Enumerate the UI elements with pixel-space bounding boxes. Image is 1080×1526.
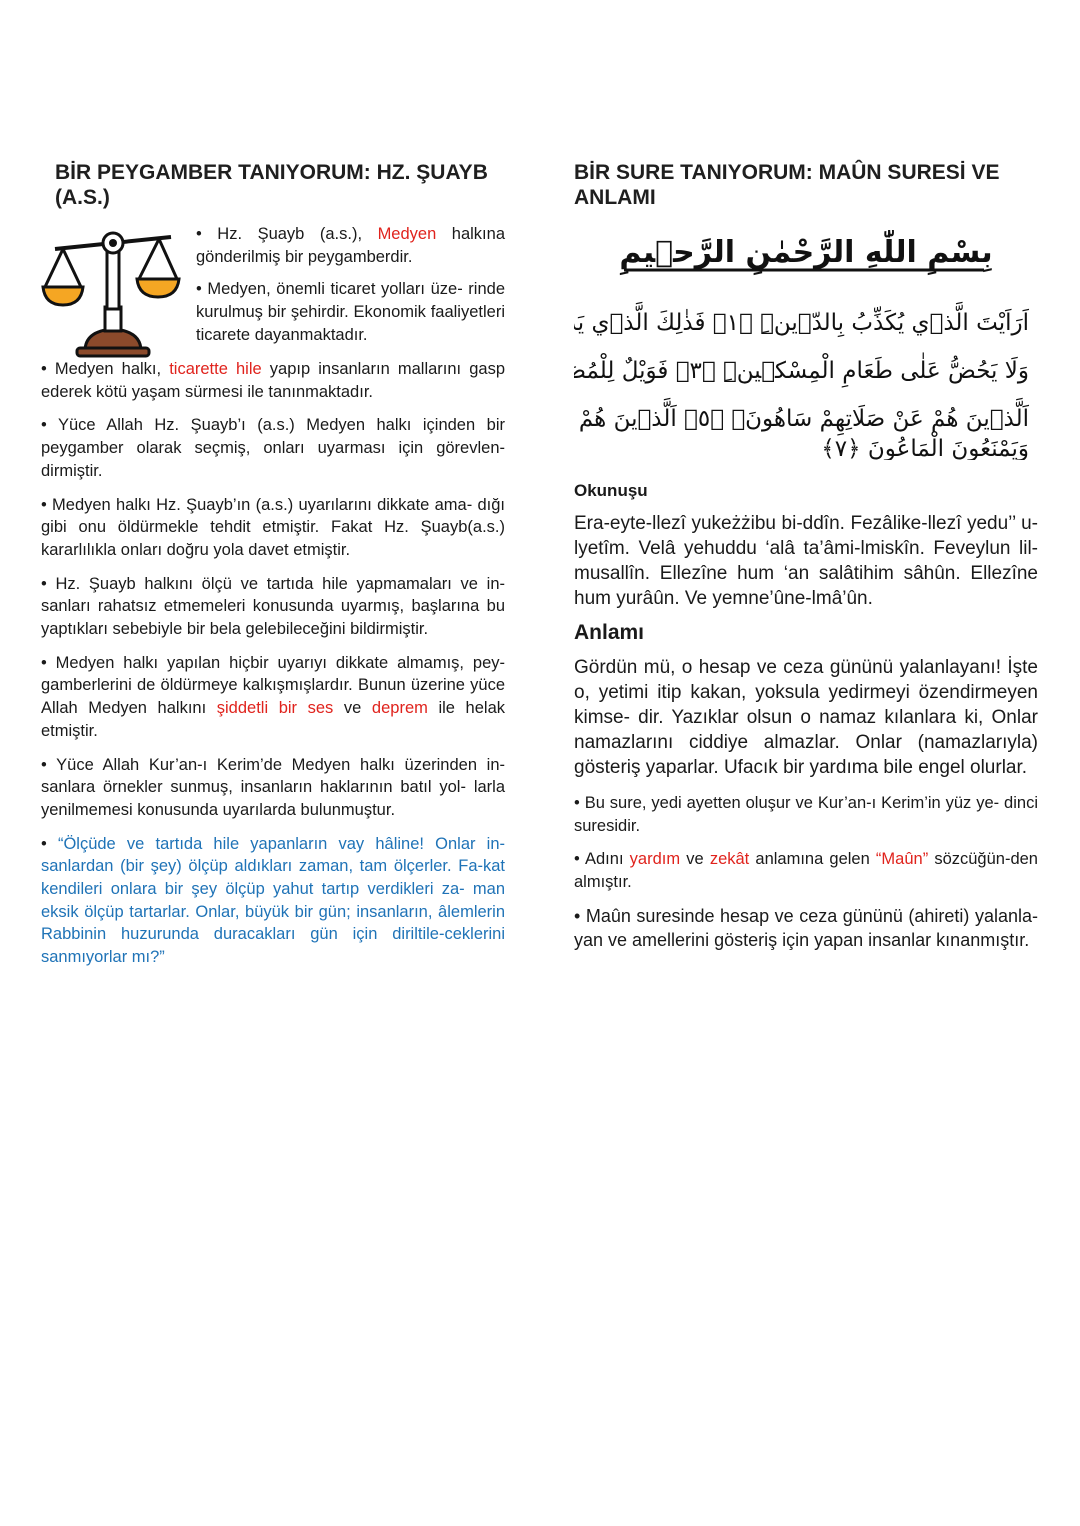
intro1-text-a: • Hz. Şuayb (a.s.),	[196, 225, 378, 243]
right-section-title: BİR SURE TANIYORUM: MAÛN SURESİ VE ANLAMI	[574, 161, 1000, 209]
anlami-heading: Anlamı	[574, 621, 645, 644]
b2-text-c: ve	[680, 850, 710, 868]
intro-paragraph-2: • Medyen, önemli ticaret yolları üze- rinde kurulmuş bir şehirdir. Ekonomik faaliyetleri ticarete dayanmaktadır.	[196, 280, 505, 344]
b2-text-e: anlamına gelen	[749, 850, 876, 868]
p5-highlight-deprem: deprem	[371, 699, 428, 718]
paragraph-1	[41, 358, 505, 403]
intro-block	[41, 223, 505, 358]
arabic-line-3: اَلَّذ۪ينَ هُمْ عَنْ صَلَاتِهِمْ سَاهُونَۙ ﴿٥﴾ اَلَّذ۪ينَ هُمْ	[578, 406, 1029, 432]
bullet-3: • Maûn suresinde hesap ve ceza gününü (ahireti) yalanla- yan ve amellerini gösteriş için yapan insanlar kınanmıştır.	[574, 906, 1038, 950]
bullet-2	[574, 848, 1038, 893]
p1-highlight: ticarette hile	[169, 360, 262, 378]
p1-text-c: yapıp insanların mallarını gasp ederek kötü yaşam sürmesi ile tanınmaktadır.	[41, 360, 506, 401]
b2-text-g: sözcüğün-den almıştır.	[574, 850, 1038, 891]
paragraph-4: • Hz. Şuayb halkını ölçü ve tartıda hile yapmamaları ve in- sanları rahatsız etmemeleri konusunda uyarmış, başlarına bu yaptıkları sebebiyle bir bela gelebileceğini bildirmiştir.	[41, 574, 505, 639]
b2-highlight-maun: “Maûn”	[875, 850, 929, 868]
arabic-line-1: اَرَاَيْتَ الَّذ۪ي يُكَذِّبُ بِالدّ۪ينِۜ ﴿١﴾ فَذٰلِكَ الَّذ۪ي يَ	[577, 310, 1029, 336]
paragraph-6: • Yüce Allah Kur’an-ı Kerim’de Medyen halkı üzerinden in- sanlara örnekler sunmuş, insanların haklarının batıl yol- larla yenilmemesi konusunda uyarılarda bulunmuştur.	[41, 755, 505, 819]
b2-highlight-yardim: yardım	[629, 850, 681, 868]
okunusu-text: Era-eyte-llezî yukeżżibu bi-ddîn. Fezâlike-llezî yedu’’ u-lyetîm. Velâ yehuddu ‘alâ ta’âmi-lmiskîn. Feveylun lil- musallîn. Ellezîne hum ‘an salâtihim sâhûn. Ellezîne hum yurâûn. Ve yemne’ûne-lmâ’ûn.	[574, 513, 1038, 609]
p5-highlight-ses: şiddetli bir ses	[216, 699, 334, 718]
intro1-highlight-medyen: Medyen	[377, 225, 437, 243]
arabic-basmala: بِسْمِ اللّٰهِ الرَّحْمٰنِ الرَّح۪يمِ	[619, 235, 993, 270]
paragraph-5	[41, 652, 505, 743]
okunusu-heading: Okunuşu	[574, 481, 648, 500]
p5-text-a: • Medyen halkı yapılan hiçbir uyarıyı dikkate almamış, pey- gamberlerini de öldürmeye kalkışmışlardır. Bunun üzerine yüce Allah Medyen halkını	[41, 653, 505, 718]
b2-text-a: • Adını	[574, 850, 630, 868]
quote-bullet: •	[41, 834, 58, 853]
intro1-text-c: halkına gönderilmiş bir peygamberdir.	[196, 225, 505, 266]
balance-scale-icon	[41, 223, 196, 358]
quote-text: “Ölçüde ve tartıda hile yapanların vay hâline! Onlar in- sanlardan (bir şey) ölçüp aldıkları zaman, tam ölçerler. Fa-kat kendileri onlara bir şey ölçüp yahut tartıp verdikleri za- man eksik ölçüp tartarlar. Onlar, büyük bir gün; insanların, âlemlerin Rabbinin huzurunda duracakları gün için diriltile-ceklerini sanmıyorlar mı?”	[41, 834, 505, 967]
quote-paragraph	[41, 833, 505, 969]
paragraph-3: • Medyen halkı Hz. Şuayb’ın (a.s.) uyarılarını dikkate ama- dığı gibi onu öldürmekle tehdit etmiştir. Fakat Hz. Şuayb(a.s.) kararlılıkla onları doğru yola davet etmiştir.	[41, 495, 505, 559]
left-section-title: BİR PEYGAMBER TANIYORUM: HZ. ŞUAYB (A.S.)	[55, 161, 488, 209]
p5-text-c: ve	[333, 699, 372, 718]
right-column	[574, 160, 1038, 963]
intro-paragraph-1	[196, 223, 505, 268]
arabic-line-4: وَيَمْنَعُونَ الْمَاعُونَ ﴿٧﴾	[821, 436, 1029, 460]
p1-text-a: • Medyen halkı,	[41, 360, 170, 378]
p5-text-e: ile helak etmiştir.	[41, 699, 505, 740]
left-column	[41, 160, 505, 980]
arabic-surah-text	[574, 230, 1038, 460]
arabic-line-2: وَلَا يَحُضُّ عَلٰى طَعَامِ الْمِسْك۪ينِۜ ﴿٣﴾ فَوَيْلٌ لِلْمُ	[586, 358, 1029, 384]
intro-text	[196, 223, 505, 358]
b2-highlight-zekat: zekât	[709, 850, 750, 868]
anlami-text: Gördün mü, o hesap ve ceza gününü yalanlayanı! İşte o, yetimi itip kakan, yoksula yedirmeyi özendirmeyen kimse- dir. Yazıklar olsun o namaz kılanlara ki, Onlar namazlarını ciddiye almazlar. Onlar (namazlarıyla) gösteriş yaparlar. Ufacık bir yardıma bile engel olurlar.	[574, 657, 1038, 778]
paragraph-2: • Yüce Allah Hz. Şuayb’ı (a.s.) Medyen halkı içinden bir peygamber olarak seçmiş, onları uyarması için görevlen- dirmiştir.	[41, 416, 505, 480]
bullet-1: • Bu sure, yedi ayetten oluşur ve Kur’an-ı Kerim’in yüz ye- dinci suresidir.	[574, 794, 1038, 835]
